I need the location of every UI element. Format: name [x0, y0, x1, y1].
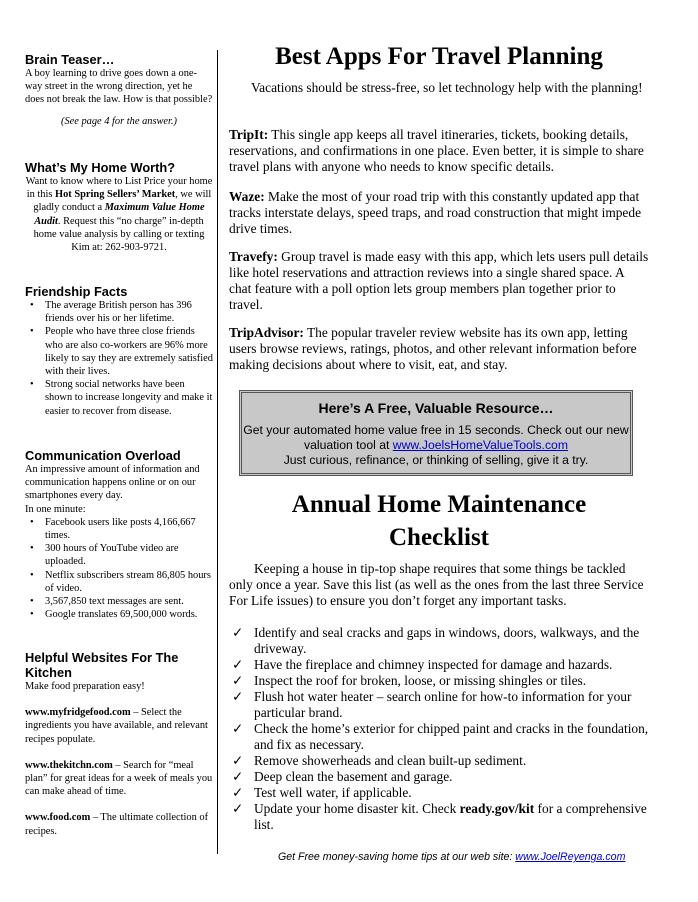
app-desc: The popular traveler review website has its own app, letting users browse reviews, ratings, photos, and other relevant information before making decisions about where to visit, eat, and stay.	[229, 325, 637, 372]
checklist-item-text: for a comprehensive list.	[254, 801, 647, 832]
maintenance-title: Annual Home Maintenance Checklist	[291, 491, 587, 551]
home-worth-title: What’s My Home Worth?	[25, 160, 176, 175]
checklist-item	[229, 689, 649, 721]
checklist-item	[229, 673, 649, 689]
app-entry-tripadvisor	[229, 325, 649, 373]
brain-teaser-body: A boy learning to drive goes down a one-way street in the wrong direction, yet he does not break the law. How is that possible?	[25, 68, 213, 106]
communication-title: Communication Overload	[25, 448, 181, 463]
checkmark-icon: ✓	[232, 753, 244, 768]
brain-teaser-section	[25, 52, 213, 128]
brain-teaser-title: Brain Teaser…	[25, 52, 115, 67]
footer	[278, 851, 625, 863]
ready-gov-kit: ready.gov/kit	[459, 801, 535, 816]
checklist-item	[229, 721, 649, 753]
checklist-item-text: Have the fireplace and chimney inspected for damage and hazards.	[254, 657, 613, 672]
home-worth-text-2: , we will gladly conduct a	[33, 189, 212, 214]
home-worth-market: Hot Spring Sellers’ Market	[55, 189, 176, 201]
app-name: TripIt:	[229, 127, 269, 142]
list-item: • Netflix subscribers stream 86,805 hours of video.	[25, 569, 213, 595]
websites-title: Helpful Websites For The Kitchen	[25, 650, 179, 680]
app-name: Waze:	[229, 189, 265, 204]
travel-title: Best Apps For Travel Planning	[275, 43, 603, 70]
brain-teaser-note: (See page 4 for the answer.)	[60, 115, 177, 127]
resource-body	[242, 423, 630, 468]
checklist-item	[229, 785, 649, 801]
checkmark-icon: ✓	[232, 721, 244, 736]
checklist-item-text: Flush hot water heater – search online for how-to information for your particular brand.	[254, 689, 632, 720]
resource-box	[239, 390, 633, 476]
maintenance-checklist	[229, 625, 649, 833]
app-entry-tripit	[229, 127, 649, 175]
home-worth-section	[25, 160, 213, 254]
communication-sub: In one minute:	[25, 503, 86, 515]
checklist-item	[229, 625, 649, 657]
website-desc: – The ultimate collection of recipes.	[25, 812, 209, 837]
communication-list	[25, 516, 213, 622]
app-desc: Make the most of your road trip with this constantly updated app that tracks interstate delays, speed traps, and road construction that might impede drive times.	[229, 189, 642, 236]
list-item: • Strong social networks have been shown to increase longevity and make it easier to recover from disease.	[25, 378, 213, 418]
valuation-link[interactable]: www.JoelsHomeValueTools.com	[392, 438, 568, 452]
resource-title: Here’s A Free, Valuable Resource…	[318, 400, 554, 416]
websites-intro: Make food preparation easy!	[25, 681, 145, 692]
checkmark-icon: ✓	[232, 689, 244, 704]
app-desc: Group travel is made easy with this app, which lets users pull details like hotel reservations and attraction reviews into a single shared space. A chat feature with a poll option lets group members plan together prior to travel.	[229, 249, 649, 312]
checklist-item-text: Check the home’s exterior for chipped paint and cracks in the foundation, and fix as necessary.	[254, 721, 649, 752]
list-item: • The average British person has 396 friends over his or her lifetime.	[25, 299, 213, 325]
website-desc: – Search for “meal plan” for great ideas for a week of meals you can make ahead of time.	[25, 759, 213, 798]
website-link[interactable]: www.JoelReyenga.com	[515, 851, 626, 863]
websites-section	[25, 650, 213, 838]
app-desc: This single app keeps all travel itineraries, tickets, booking details, reservations, and confirmations in one place. Even better, it is simple to share travel plans with anyone who needs to know specific details.	[229, 127, 644, 174]
friendship-list	[25, 299, 213, 418]
checklist-item-text: Deep clean the basement and garage.	[254, 769, 453, 784]
footer-text: Get Free money-saving home tips at our web site:	[278, 851, 516, 863]
checklist-item	[229, 769, 649, 785]
checklist-item-text: Update your home disaster kit. Check	[254, 801, 460, 816]
communication-intro: An impressive amount of information and communication happens online or on our smartphones every day.	[25, 464, 200, 502]
app-name: Travefy:	[229, 249, 278, 264]
list-item: • Facebook users like posts 4,166,667 times.	[25, 516, 213, 542]
checkmark-icon: ✓	[232, 801, 244, 816]
list-item: • 300 hours of YouTube video are uploaded.	[25, 542, 213, 568]
resource-text: Get your automated home value free in 15 seconds. Check out our new valuation tool at	[243, 423, 629, 452]
checkmark-icon: ✓	[232, 657, 244, 672]
checklist-item	[229, 657, 649, 673]
checklist-item	[229, 753, 649, 769]
resource-text-2: Just curious, refinance, or thinking of selling, give it a try.	[283, 453, 589, 467]
list-item: • 3,567,850 text messages are sent.	[25, 595, 213, 608]
website-desc: – Select the ingredients you have available, and relevant recipes populate.	[25, 707, 208, 745]
list-item: • People who have three close friends who are also co-workers are 96% more likely to say they are extremely satisfied with their lives.	[25, 325, 213, 378]
app-name: TripAdvisor:	[229, 325, 304, 340]
home-worth-text-1: Want to know where to List Price your home in this	[25, 176, 213, 201]
friendship-section	[25, 284, 213, 418]
website-url: www.myfridgefood.com	[25, 707, 131, 719]
home-worth-text-3: . Request this “no charge” in-depth home value analysis by calling or texting Kim at: 262-903-9721.	[33, 215, 205, 254]
app-entry-travefy	[229, 249, 649, 313]
communication-section	[25, 448, 213, 621]
checkmark-icon: ✓	[232, 625, 244, 640]
checkmark-icon: ✓	[232, 769, 244, 784]
maintenance-intro: Keeping a house in tip-top shape requires that some things be tackled only once a year. Save this list (as well as the ones from the last three Service For Life issues) to ensure you don’t forget any important tasks.	[229, 561, 644, 608]
website-url: www.food.com	[25, 812, 91, 824]
checklist-item-text: Identify and seal cracks and gaps in windows, doors, walkways, and the driveway.	[254, 625, 640, 656]
website-entry	[25, 759, 213, 799]
checklist-item	[229, 801, 649, 833]
travel-intro: Vacations should be stress-free, so let technology help with the planning!	[251, 80, 643, 95]
website-entry	[25, 706, 213, 746]
home-worth-body	[25, 175, 213, 254]
column-divider	[217, 50, 218, 854]
website-url: www.thekitchn.com	[25, 759, 113, 771]
checklist-item-text: Inspect the roof for broken, loose, or missing shingles or tiles.	[254, 673, 587, 688]
checkmark-icon: ✓	[232, 785, 244, 800]
home-worth-audit: Maximum Value Home Audit	[34, 202, 205, 227]
checklist-item-text: Test well water, if applicable.	[254, 785, 412, 800]
friendship-title: Friendship Facts	[25, 284, 128, 299]
checklist-item-text: Remove showerheads and clean built-up sediment.	[254, 753, 527, 768]
app-entry-waze	[229, 189, 649, 237]
list-item: • Google translates 69,500,000 words.	[25, 608, 213, 621]
website-entry	[25, 811, 213, 837]
checkmark-icon: ✓	[232, 673, 244, 688]
